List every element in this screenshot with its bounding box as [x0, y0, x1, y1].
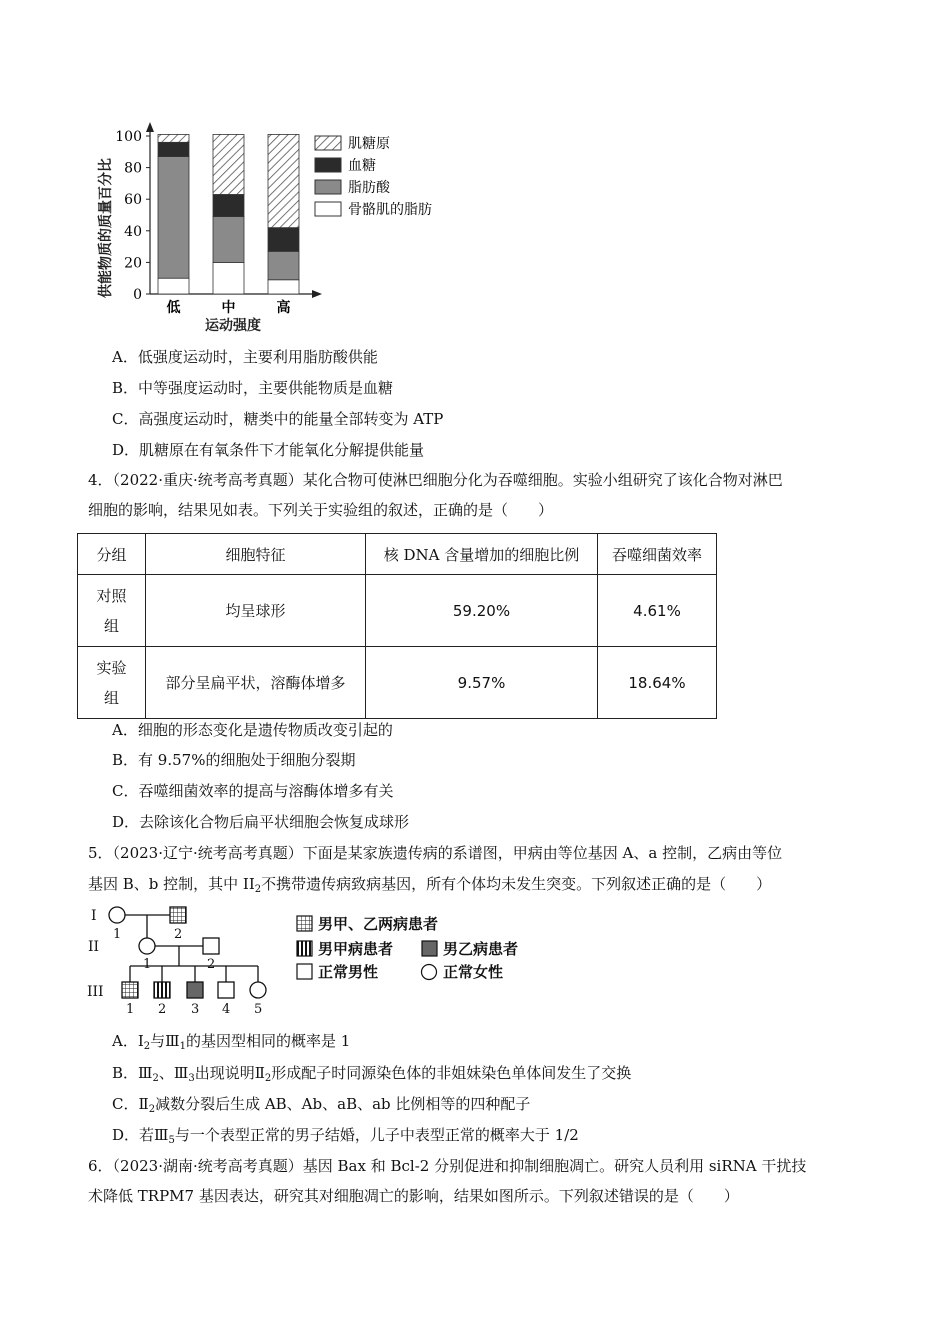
- legend-label: 肌糖原: [348, 136, 390, 152]
- svg-text:4: 4: [222, 1002, 231, 1017]
- legend-swatch-jia: [297, 941, 312, 956]
- svg-text:3: 3: [191, 1002, 200, 1017]
- pedigree-III1-male-both: [122, 982, 138, 998]
- pedigree-III4-male: [218, 982, 234, 998]
- legend-swatch-normal-male: [297, 964, 312, 979]
- generation-label-3: III: [87, 984, 104, 1000]
- q3-option-a: A．低强度运动时，主要利用脂肪酸供能: [112, 348, 378, 366]
- x-category-label: 中: [221, 300, 236, 316]
- svg-text:2: 2: [207, 957, 216, 972]
- x-axis-label: 运动强度: [205, 318, 261, 334]
- table-cell-ratio: 9.57%: [366, 647, 598, 719]
- bar-segment: [158, 142, 189, 156]
- q4-stem-line1: 4．（2022·重庆·统考高考真题）某化合物可使淋巴细胞分化为吞噬细胞。实验小组研究了该化合物对淋巴: [88, 471, 783, 489]
- q5-option-c: C．$Ⅱ_2$减数分裂后生成 AB、Ab、aB、ab 比例相等的四种配子: [112, 1095, 531, 1115]
- q3-option-d: D．肌糖原在有氧条件下才能氧化分解提供能量: [112, 441, 425, 459]
- q6-stem-line2: 术降低 TRPM7 基因表达，研究其对细胞凋亡的影响，结果如图所示。下列叙述错误的是（ ）: [88, 1187, 739, 1205]
- pedigree-II1-female: [139, 938, 155, 954]
- q4-option-c: C．吞噬细菌效率的提高与溶酶体增多有关: [112, 782, 394, 800]
- bar-segment: [268, 228, 299, 252]
- table-cell-feature: 均呈球形: [146, 575, 366, 647]
- x-category-label: 高: [276, 300, 291, 316]
- legend-swatch: [315, 136, 341, 150]
- legend-swatch: [315, 180, 341, 194]
- bar-segment: [213, 262, 244, 294]
- q5-option-b: B．$Ⅲ_2$、$Ⅲ_3$出现说明$Ⅱ_2$形成配子时同源染色体的非姐妹染色单体间发生了交换: [112, 1064, 632, 1084]
- pedigree-I1-female: [109, 907, 125, 923]
- y-axis-label: 供能物质的质量百分比: [98, 158, 114, 298]
- legend-label-both: 男甲、乙两病患者: [318, 915, 439, 933]
- q4-table: [77, 533, 717, 719]
- generation-label-2: II: [88, 939, 100, 955]
- q5-stem-line1: 5．（2023·辽宁·统考高考真题）下面是某家族遗传病的系谱图，甲病由等位基因 A、a 控制，乙病由等位: [88, 844, 783, 862]
- pedigree-III5-female: [250, 982, 266, 998]
- q6-stem-line1: 6．（2023·湖南·统考高考真题）基因 Bax 和 Bcl-2 分别促进和抑制细胞凋亡。研究人员利用 siRNA 干扰技: [88, 1157, 807, 1175]
- legend-swatch: [315, 158, 341, 172]
- y-tick-label: 60: [124, 192, 142, 209]
- q4-stem-line2: 细胞的影响，结果见如表。下列关于实验组的叙述，正确的是（ ）: [88, 501, 554, 519]
- bar-segment: [268, 280, 299, 294]
- bar-segment: [158, 134, 189, 142]
- bar-segment: [158, 157, 189, 279]
- svg-text:5: 5: [254, 1002, 263, 1017]
- legend-swatch-normal-female: [422, 965, 437, 980]
- pedigree-diagram: [85, 900, 545, 1020]
- legend-label-normal-male: 正常男性: [318, 963, 379, 981]
- table-header-feature: 细胞特征: [146, 534, 366, 575]
- pedigree-II2-male: [203, 938, 219, 954]
- bar-segment: [213, 217, 244, 263]
- q5-option-d: D．若$Ⅲ_5$与一个表型正常的男子结婚，儿子中表型正常的概率大于 1/2: [112, 1126, 579, 1146]
- table-header-ratio: 核 DNA 含量增加的细胞比例: [366, 534, 598, 575]
- y-tick-label: 0: [133, 287, 142, 303]
- table-row: [78, 575, 717, 647]
- table-cell-group: 实验 组: [78, 647, 146, 719]
- legend-swatch: [315, 202, 341, 216]
- bar-segment: [213, 134, 244, 194]
- svg-text:1: 1: [113, 927, 122, 942]
- q4-option-d: D．去除该化合物后扁平状细胞会恢复成球形: [112, 813, 410, 831]
- legend-label: 血糖: [348, 158, 376, 174]
- legend-label-jia: 男甲病患者: [318, 940, 394, 958]
- q4-option-a: A．细胞的形态变化是遗传物质改变引起的: [112, 721, 393, 739]
- y-tick-label: 40: [124, 223, 142, 240]
- bar-segment: [213, 194, 244, 216]
- legend-swatch-yi: [422, 941, 437, 956]
- svg-text:2: 2: [158, 1002, 167, 1017]
- y-tick-label: 20: [124, 255, 142, 272]
- generation-label-1: I: [91, 908, 97, 924]
- q3-option-b: B．中等强度运动时，主要供能物质是血糖: [112, 379, 394, 397]
- table-cell-efficiency: 18.64%: [598, 647, 717, 719]
- table-row: [78, 647, 717, 719]
- y-axis-arrow: [146, 122, 154, 132]
- pedigree-III3-male-yi: [187, 982, 203, 998]
- table-header-efficiency: 吞噬细菌效率: [598, 534, 717, 575]
- q3-option-c: C．高强度运动时，糖类中的能量全部转变为 ATP: [112, 410, 444, 428]
- bar-segment: [158, 278, 189, 294]
- legend-label-yi: 男乙病患者: [443, 940, 519, 958]
- q5-stem-line2: 基因 B、b 控制，其中 $II_2$不携带遗传病致病基因，所有个体均未发生突变。下列叙述正确的是（ ）: [88, 875, 772, 895]
- q4-option-b: B．有 9.57%的细胞处于细胞分裂期: [112, 751, 356, 769]
- legend-label: 脂肪酸: [348, 180, 390, 196]
- svg-text:1: 1: [126, 1002, 135, 1017]
- q5-option-a: A．$I_2$与$Ⅲ_1$的基因型相同的概率是 1: [112, 1032, 351, 1052]
- bar-segment: [268, 251, 299, 279]
- x-axis-arrow: [312, 290, 322, 298]
- legend-swatch-both: [297, 916, 312, 931]
- bar-segment: [268, 134, 299, 227]
- svg-text:2: 2: [174, 927, 183, 942]
- table-header-group: 分组: [78, 534, 146, 575]
- pedigree-I2-male-both: [170, 907, 186, 923]
- table-cell-efficiency: 4.61%: [598, 575, 717, 647]
- y-tick-label: 100: [115, 129, 142, 145]
- svg-text:1: 1: [143, 957, 152, 972]
- table-cell-ratio: 59.20%: [366, 575, 598, 647]
- stacked-bar-chart: [90, 120, 460, 340]
- y-tick-label: 80: [124, 160, 142, 177]
- pedigree-III2-male-jia: [154, 982, 170, 998]
- x-category-label: 低: [166, 300, 181, 316]
- table-cell-group: 对照 组: [78, 575, 146, 647]
- legend-label-normal-female: 正常女性: [443, 963, 504, 981]
- table-cell-feature: 部分呈扁平状，溶酶体增多: [146, 647, 366, 719]
- legend-label: 骨骼肌的脂肪: [348, 202, 432, 218]
